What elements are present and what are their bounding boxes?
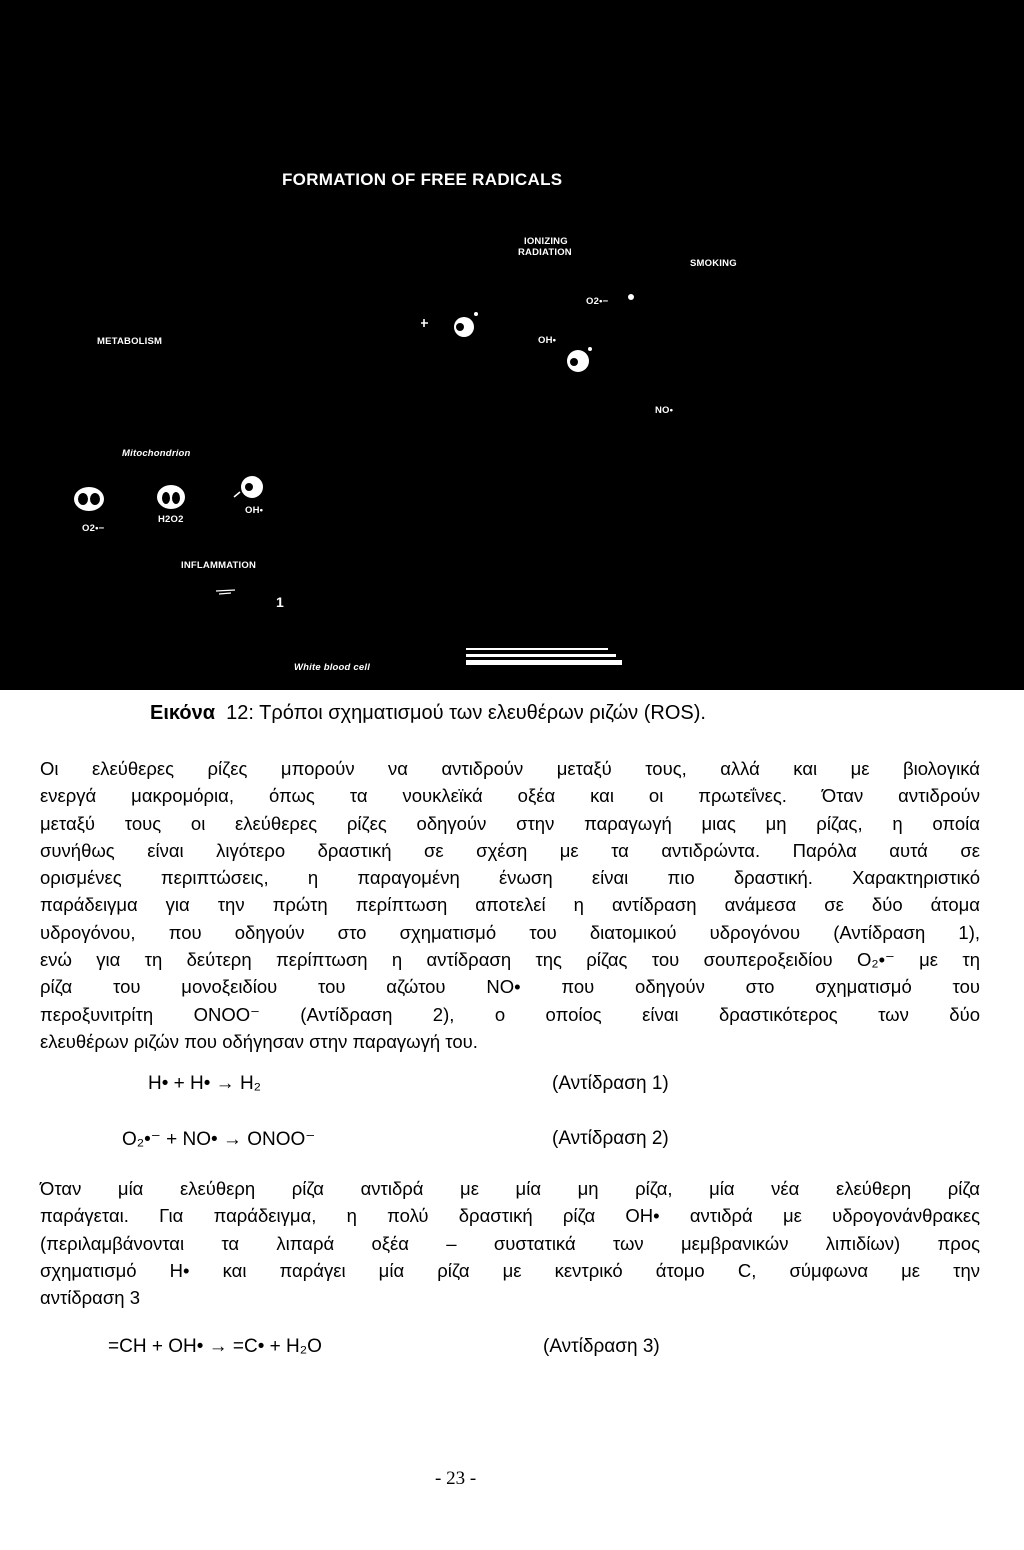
caption-label: Εικόνα (150, 702, 216, 724)
label-hydroxyl-left: OH• (245, 505, 264, 516)
mitochondrion-icon-left (72, 484, 106, 514)
paragraph-1 (40, 755, 980, 1055)
label-radiation: RADIATION (518, 247, 572, 258)
reaction-3-label: (Αντίδραση 3) (543, 1336, 660, 1357)
paragraph-1-line: παράδειγμα για την πρώτη περίπτωση αποτελεί η αντίδραση ανάμεσα σε δύο άτομα (40, 894, 980, 916)
page-number: - 23 - (435, 1468, 477, 1489)
paragraph-1-line: ρίζα του μονοξειδίου του αζώτου NO• που οδηγούν στο σχηματισμό του (40, 976, 980, 998)
hydroxyl-molecule-icon (562, 345, 594, 375)
label-metabolism: METABOLISM (97, 336, 163, 347)
mitochondrion-icon-right (232, 472, 266, 502)
label-white-blood-cell: White blood cell (294, 662, 371, 673)
figure-caption (150, 702, 706, 725)
reaction-1-equation: H• + H• → H₂ (148, 1073, 262, 1094)
label-number-one: 1 (276, 594, 284, 610)
label-inflammation: INFLAMMATION (181, 560, 257, 571)
paragraph-1-line: Οι ελεύθερες ρίζες μπορούν να αντιδρούν μεταξύ τους, αλλά και με βιολογικά (40, 758, 980, 779)
label-superoxide-top: O2•− (586, 296, 609, 307)
paragraph-1-line: μεταξύ τους οι ελεύθερες ρίζες οδηγούν στην παραγωγή μιας μη ρίζας, η οποία (40, 812, 980, 834)
reaction-2-equation: O₂•⁻ + NO• → ONOO⁻ (122, 1129, 316, 1150)
label-ionizing: IONIZING (524, 236, 568, 247)
figure-free-radicals (0, 0, 1024, 690)
reaction-3-equation: =CH + OH• → =C• + H₂O (108, 1336, 322, 1357)
label-hydrogen-peroxide: H2O2 (158, 514, 184, 525)
reaction-2-label: (Αντίδραση 2) (552, 1128, 669, 1149)
caption-text: Τρόποι σχηματισμού των ελευθέρων ριζών (ROS). (259, 702, 706, 724)
label-hydroxyl-top: OH• (538, 335, 557, 346)
label-mitochondrion: Mitochondrion (122, 448, 191, 459)
paragraph-1-line: ορισμένες περιπτώσεις, η παραγομένη ένωση είναι πιο δραστική. Χαρακτηριστικό (40, 867, 980, 889)
figure-bar-1 (466, 648, 608, 650)
paragraph-1-line: περοξυνιτρίτη ONOO⁻ (Αντίδραση 2), ο οποίος είναι δραστικότερος των δύο (40, 1003, 980, 1025)
label-smoking: SMOKING (690, 258, 737, 269)
mitochondrion-icon-middle (155, 482, 187, 512)
figure-bar-3 (466, 660, 622, 665)
paragraph-1-line: υδρογόνου, που οδηγούν στο σχηματισμό του διατομικού υδρογόνου (Αντίδραση 1), (40, 921, 980, 943)
reaction-1-label: (Αντίδραση 1) (552, 1073, 669, 1094)
label-superoxide-left: O2•− (82, 523, 105, 534)
caption-number: 12: (226, 702, 254, 724)
white-blood-cell-mark-icon (215, 586, 237, 596)
figure-bar-2 (466, 654, 616, 657)
paragraph-2-line: (περιλαμβάνονται τα λιπαρά οξέα – συστατικά των μεμβρανικών λιπιδίων) προς (40, 1232, 980, 1254)
paragraph-1-line: ενεργά μακρομόρια, όπως τα νουκλεϊκά οξέα και οι πρωτεΐνες. Όταν αντιδρούν (40, 785, 980, 807)
paragraph-1-line: συνήθως είναι λιγότερο δραστική σε σχέση με τα αντιδρώντα. Παρόλα αυτά σε (40, 839, 980, 861)
smoke-particle-icon (627, 293, 635, 301)
paragraph-1-line: ενώ για τη δεύτερη περίπτωση η αντίδραση της ρίζας του σουπεροξειδίου O₂•⁻ με τη (40, 949, 980, 971)
paragraph-2-line: σχηματισμό Η• και παράγει μία ρίζα με κεντρικό άτομο C, σύμφωνα με την (40, 1259, 980, 1281)
radiation-ray-icon (420, 318, 432, 328)
paragraph-2-line: παράγεται. Για παράδειγμα, η πολύ δραστική ρίζα ΟΗ• αντιδρά με υδρογονάνθρακες (40, 1205, 980, 1227)
figure-title: FORMATION OF FREE RADICALS (282, 170, 563, 189)
radiation-molecule-icon (450, 310, 480, 342)
paragraph-2 (40, 1175, 980, 1311)
paragraph-1-line: ελευθέρων ριζών που οδήγησαν στην παραγωγή του. (40, 1030, 478, 1052)
label-nitric-oxide: NO• (655, 405, 674, 416)
paragraph-2-line: Όταν μία ελεύθερη ρίζα αντιδρά με μία μη ρίζα, μία νέα ελεύθερη ρίζα (40, 1178, 980, 1199)
paragraph-2-line: αντίδραση 3 (40, 1287, 141, 1309)
